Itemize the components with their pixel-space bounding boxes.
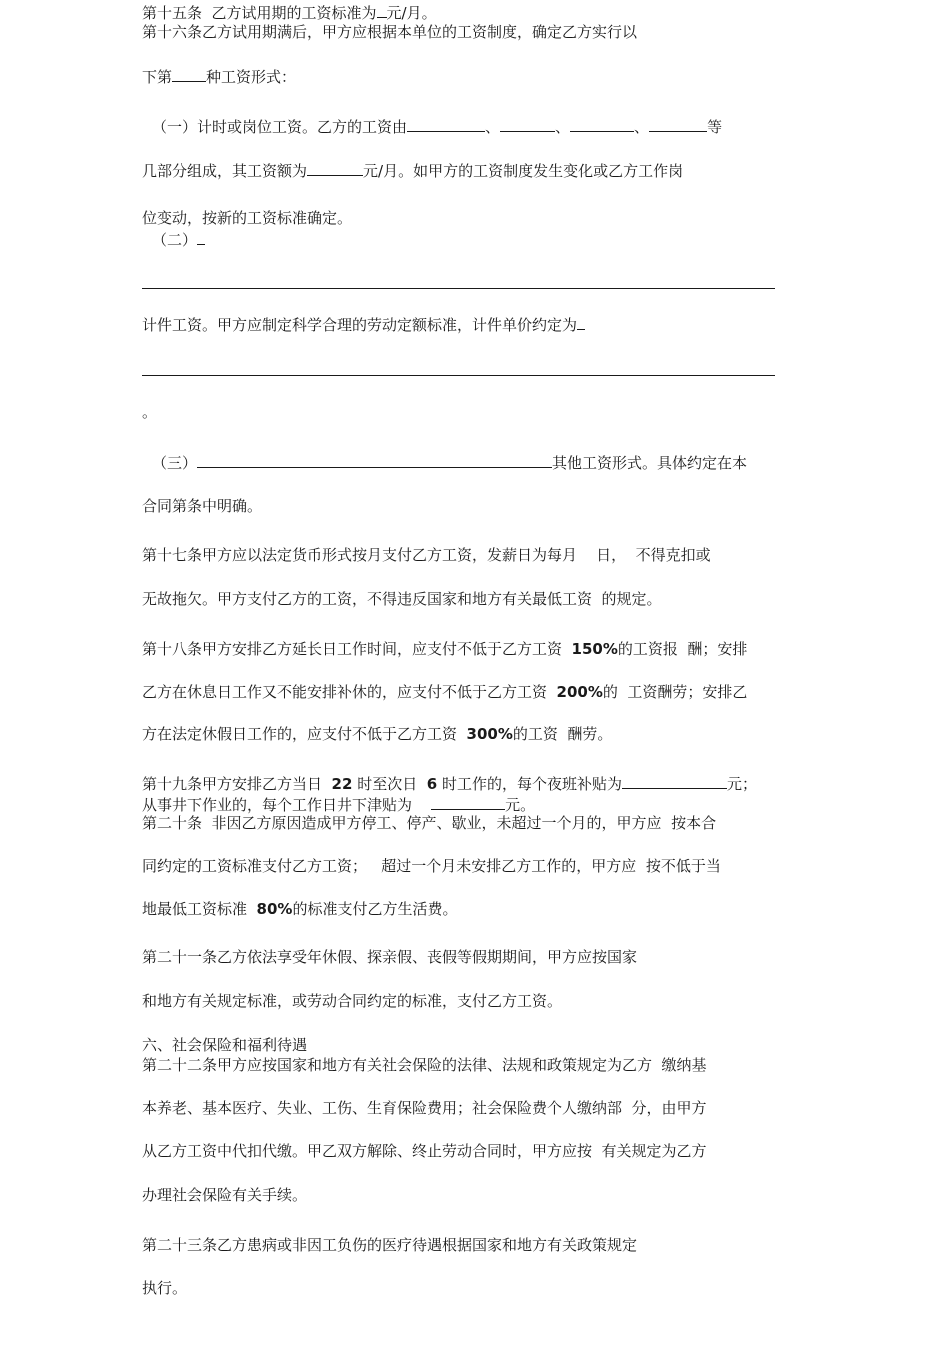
article-22-line-3: 从乙方工资中代扣代缴。甲乙双方解除、终止劳动合同时，甲方应按 有关规定为乙方 [142, 1142, 707, 1160]
section-6-heading: 六、社会保险和福利待遇 [142, 1036, 308, 1054]
form-2-line-1: （二） [152, 229, 205, 249]
form-3-line-2: 合同第条中明确。 [142, 497, 263, 515]
blank-field [172, 66, 206, 82]
blank-field [197, 229, 205, 245]
form-1-line-3: 位变动，按新的工资标准确定。 [142, 209, 353, 227]
form-3-line-1: （三） 其他工资形式。具体约定在本 [152, 454, 748, 472]
article-19-line-2: 从事井下作业的，每个工作日井下津贴为 元。 [142, 796, 536, 814]
article-17-line-2: 无故拖欠。甲方支付乙方的工资，不得违反国家和地方有关最低工资 的规定。 [142, 590, 662, 608]
blank-field [622, 773, 727, 789]
article-22-line-4: 办理社会保险有关手续。 [142, 1186, 308, 1204]
article-17-line-1: 第十七条甲方应以法定货币形式按月支付乙方工资，发薪日为每月 日， 不得克扣或 [142, 546, 711, 564]
article-22-line-2: 本养老、基本医疗、失业、工伤、生育保险费用；社会保险费个人缴纳部 分，由甲方 [142, 1099, 707, 1117]
form-1-line-1: （一）计时或岗位工资。乙方的工资由 、 、 、 等 [152, 118, 723, 136]
form-2-end: 。 [142, 403, 158, 421]
blank-field [570, 116, 634, 132]
article-16-line-1: 第十六条乙方试用期满后，甲方应根据本单位的工资制度，确定乙方实行以 [142, 23, 638, 41]
article-22-line-1: 第二十二条甲方应按国家和地方有关社会保险的法律、法规和政策规定为乙方 缴纳基 [142, 1056, 707, 1074]
article-23-line-2: 执行。 [142, 1279, 188, 1297]
article-23-line-1: 第二十三条乙方患病或非因工负伤的医疗待遇根据国家和地方有关政策规定 [142, 1236, 638, 1254]
blank-field [377, 2, 387, 18]
blank-field [649, 116, 707, 132]
blank-field [500, 116, 555, 132]
blank-field [307, 160, 363, 176]
article-19-line-1: 第十九条甲方安排乙方当日 22 时至次日 6 时工作的，每个夜班补贴为 元； [142, 775, 757, 793]
article-20-line-2: 同约定的工资标准支付乙方工资； 超过一个月未安排乙方工作的，甲方应 按不低于当 [142, 857, 721, 875]
article-18-line-2: 乙方在休息日工作又不能安排补休的，应支付不低于乙方工资 200%的 工资酬劳；安排乙 [142, 683, 748, 701]
article-18-line-3: 方在法定休假日工作的，应支付不低于乙方工资 300%的工资 酬劳。 [142, 725, 613, 743]
article-18-line-1: 第十八条甲方安排乙方延长日工作时间，应支付不低于乙方工资 150%的工资报 酬；安排 [142, 640, 748, 658]
article-20-line-1: 第二十条 非因乙方原因造成甲方停工、停产、歇业，未超过一个月的，甲方应 按本合 [142, 814, 717, 832]
form-1-line-2: 几部分组成，其工资额为 元/月。如甲方的工资制度发生变化或乙方工作岗 [142, 162, 684, 180]
form-2-line-2: 计件工资。甲方应制定科学合理的劳动定额标准，计件单价约定为 [142, 314, 585, 334]
blank-line [142, 375, 775, 376]
article-20-line-3: 地最低工资标准 80%的标准支付乙方生活费。 [142, 900, 458, 918]
article-16-line-2: 下第 种工资形式： [142, 68, 297, 86]
blank-line [142, 288, 775, 289]
article-21-line-1: 第二十一条乙方依法享受年休假、探亲假、丧假等假期期间，甲方应按国家 [142, 948, 638, 966]
blank-field [431, 794, 505, 810]
article-15: 第十五条 乙方试用期的工资标准为 元/月。 [142, 4, 437, 22]
blank-field [577, 314, 585, 330]
blank-field [407, 116, 485, 132]
article-21-line-2: 和地方有关规定标准，或劳动合同约定的标准，支付乙方工资。 [142, 992, 563, 1010]
blank-field [197, 452, 552, 468]
